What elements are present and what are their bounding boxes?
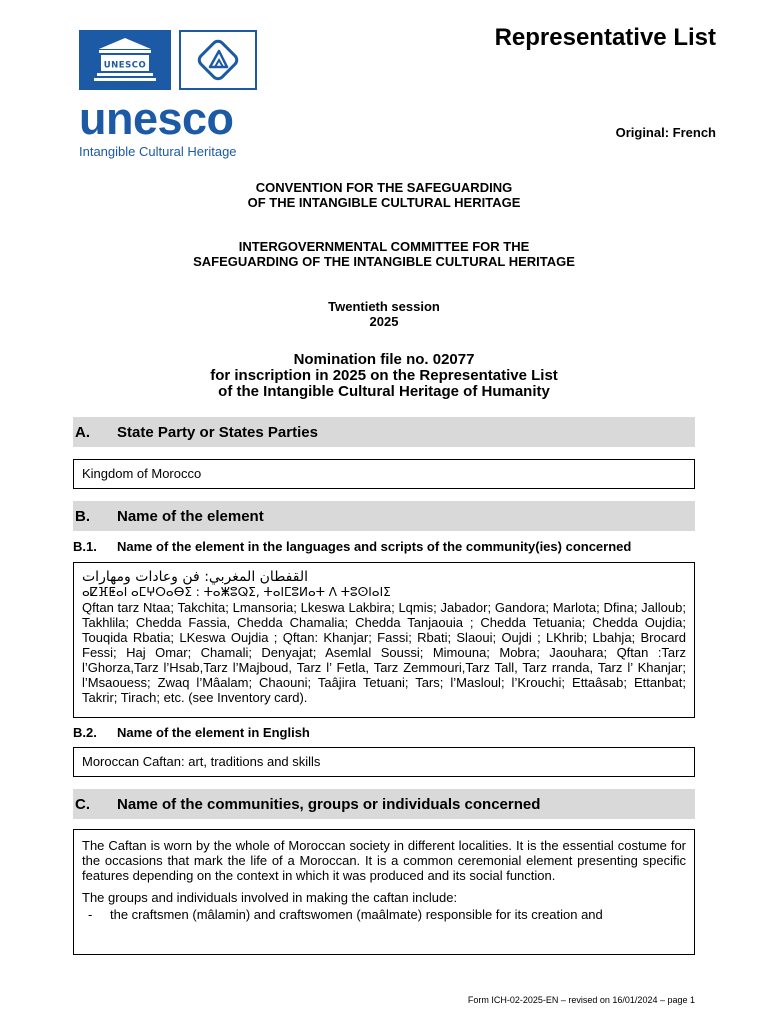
communities-field — [73, 829, 695, 955]
tifinagh-name: ⴰⵇⴼⵟⴰⵏ ⴰⵎⵖⵔⴰⴱⵉ : ⵜⴰⵥⵓⵕⵉ, ⵜⴰⵏⵎⵓⵍⴰⵜ ⴷ ⵜⵓⵙⵏⴰⵏⵉ — [82, 585, 391, 599]
element-name-languages-field — [73, 562, 695, 718]
list-item: - the craftsmen (mâlamin) and craftswomen (maâlmate) responsible for its creation and — [88, 907, 603, 922]
arabic-name: القفطان المغربي: فن وعادات ومهارات — [82, 569, 309, 585]
communities-paragraph: The Caftan is worn by the whole of Moroccan society in different localities. It is the essential costume for the occasions that mark the life of a Moroccan. It is a common ceremonial element presenting specific features depending on the context in which it was produced and its social function. — [82, 838, 686, 883]
original-language: Original: French — [615, 125, 716, 140]
state-party-field: Kingdom of Morocco — [73, 459, 695, 489]
committee-heading: INTERGOVERNMENTAL COMMITTEE FOR THE SAFEGUARDING OF THE INTANGIBLE CULTURAL HERITAGE — [193, 239, 575, 269]
document-title: Representative List — [494, 24, 716, 51]
session-heading: Twentieth session 2025 — [328, 299, 440, 329]
convention-heading: CONVENTION FOR THE SAFEGUARDING OF THE INTANGIBLE CULTURAL HERITAGE — [247, 180, 521, 210]
unesco-temple-icon — [79, 30, 171, 90]
groups-intro: The groups and individuals involved in making the caftan include: — [82, 890, 458, 905]
section-c-header: C. Name of the communities, groups or individuals concerned — [73, 789, 695, 819]
local-names-list: Qftan tarz Ntaa; Takchita; Lmansoria; Lkeswa Lakbira; Lqmis; Jabador; Gandora; Marlota; Dfina; Jalloub; Takhlila; Chedda Fassia, Chedda Chamalia; Chedda Tanjaouia ; Chedda Tetuania; Chedda Oujdia; Touqida Rbatia; LKeswa Oujdia ; Qftan: Khanjar; Fassi; Rbati; Slaoui; Oujdi ; LKhrib; Lbahja; Brocard Fessi; Haj Omar; Chamali; Denyajat; Asemlal Soussi; Mimouna; Mobra; Jaouhara; Qftan :Tarz l’Ghorza,Tarz l’Hsab,Tarz l’Majboud, Tarz l’ Fetla, Tarz Zemmouri,Tarz Tall, Tarz rranda, Tarz l’ Khanjar; l’Msaouess; Zwaq l’Mâalam; Chaouni; Taâjira Tetuani; Tars; l’Masloul; l’Krouchi; Ettaâsab; Ettanbat; Takrir; Tirach; etc. (see Inventory card). — [82, 600, 686, 705]
nomination-heading: Nomination file no. 02077 for inscription in 2025 on the Representative List of the Intangible Cultural Heritage of Humanity — [210, 351, 558, 400]
page-footer: Form ICH-02-2025-EN – revised on 16/01/2024 – page 1 — [467, 995, 695, 1005]
section-b-header: B. Name of the element — [73, 501, 695, 531]
ich-emblem-icon — [179, 30, 257, 90]
section-a-header: A. State Party or States Parties — [73, 417, 695, 447]
element-name-english-field: Moroccan Caftan: art, traditions and skills — [73, 747, 695, 777]
logo-subtitle: Intangible Cultural Heritage — [79, 144, 237, 159]
svg-text:UNESCO: UNESCO — [103, 60, 147, 71]
logo-wordmark: unesco — [79, 93, 234, 144]
